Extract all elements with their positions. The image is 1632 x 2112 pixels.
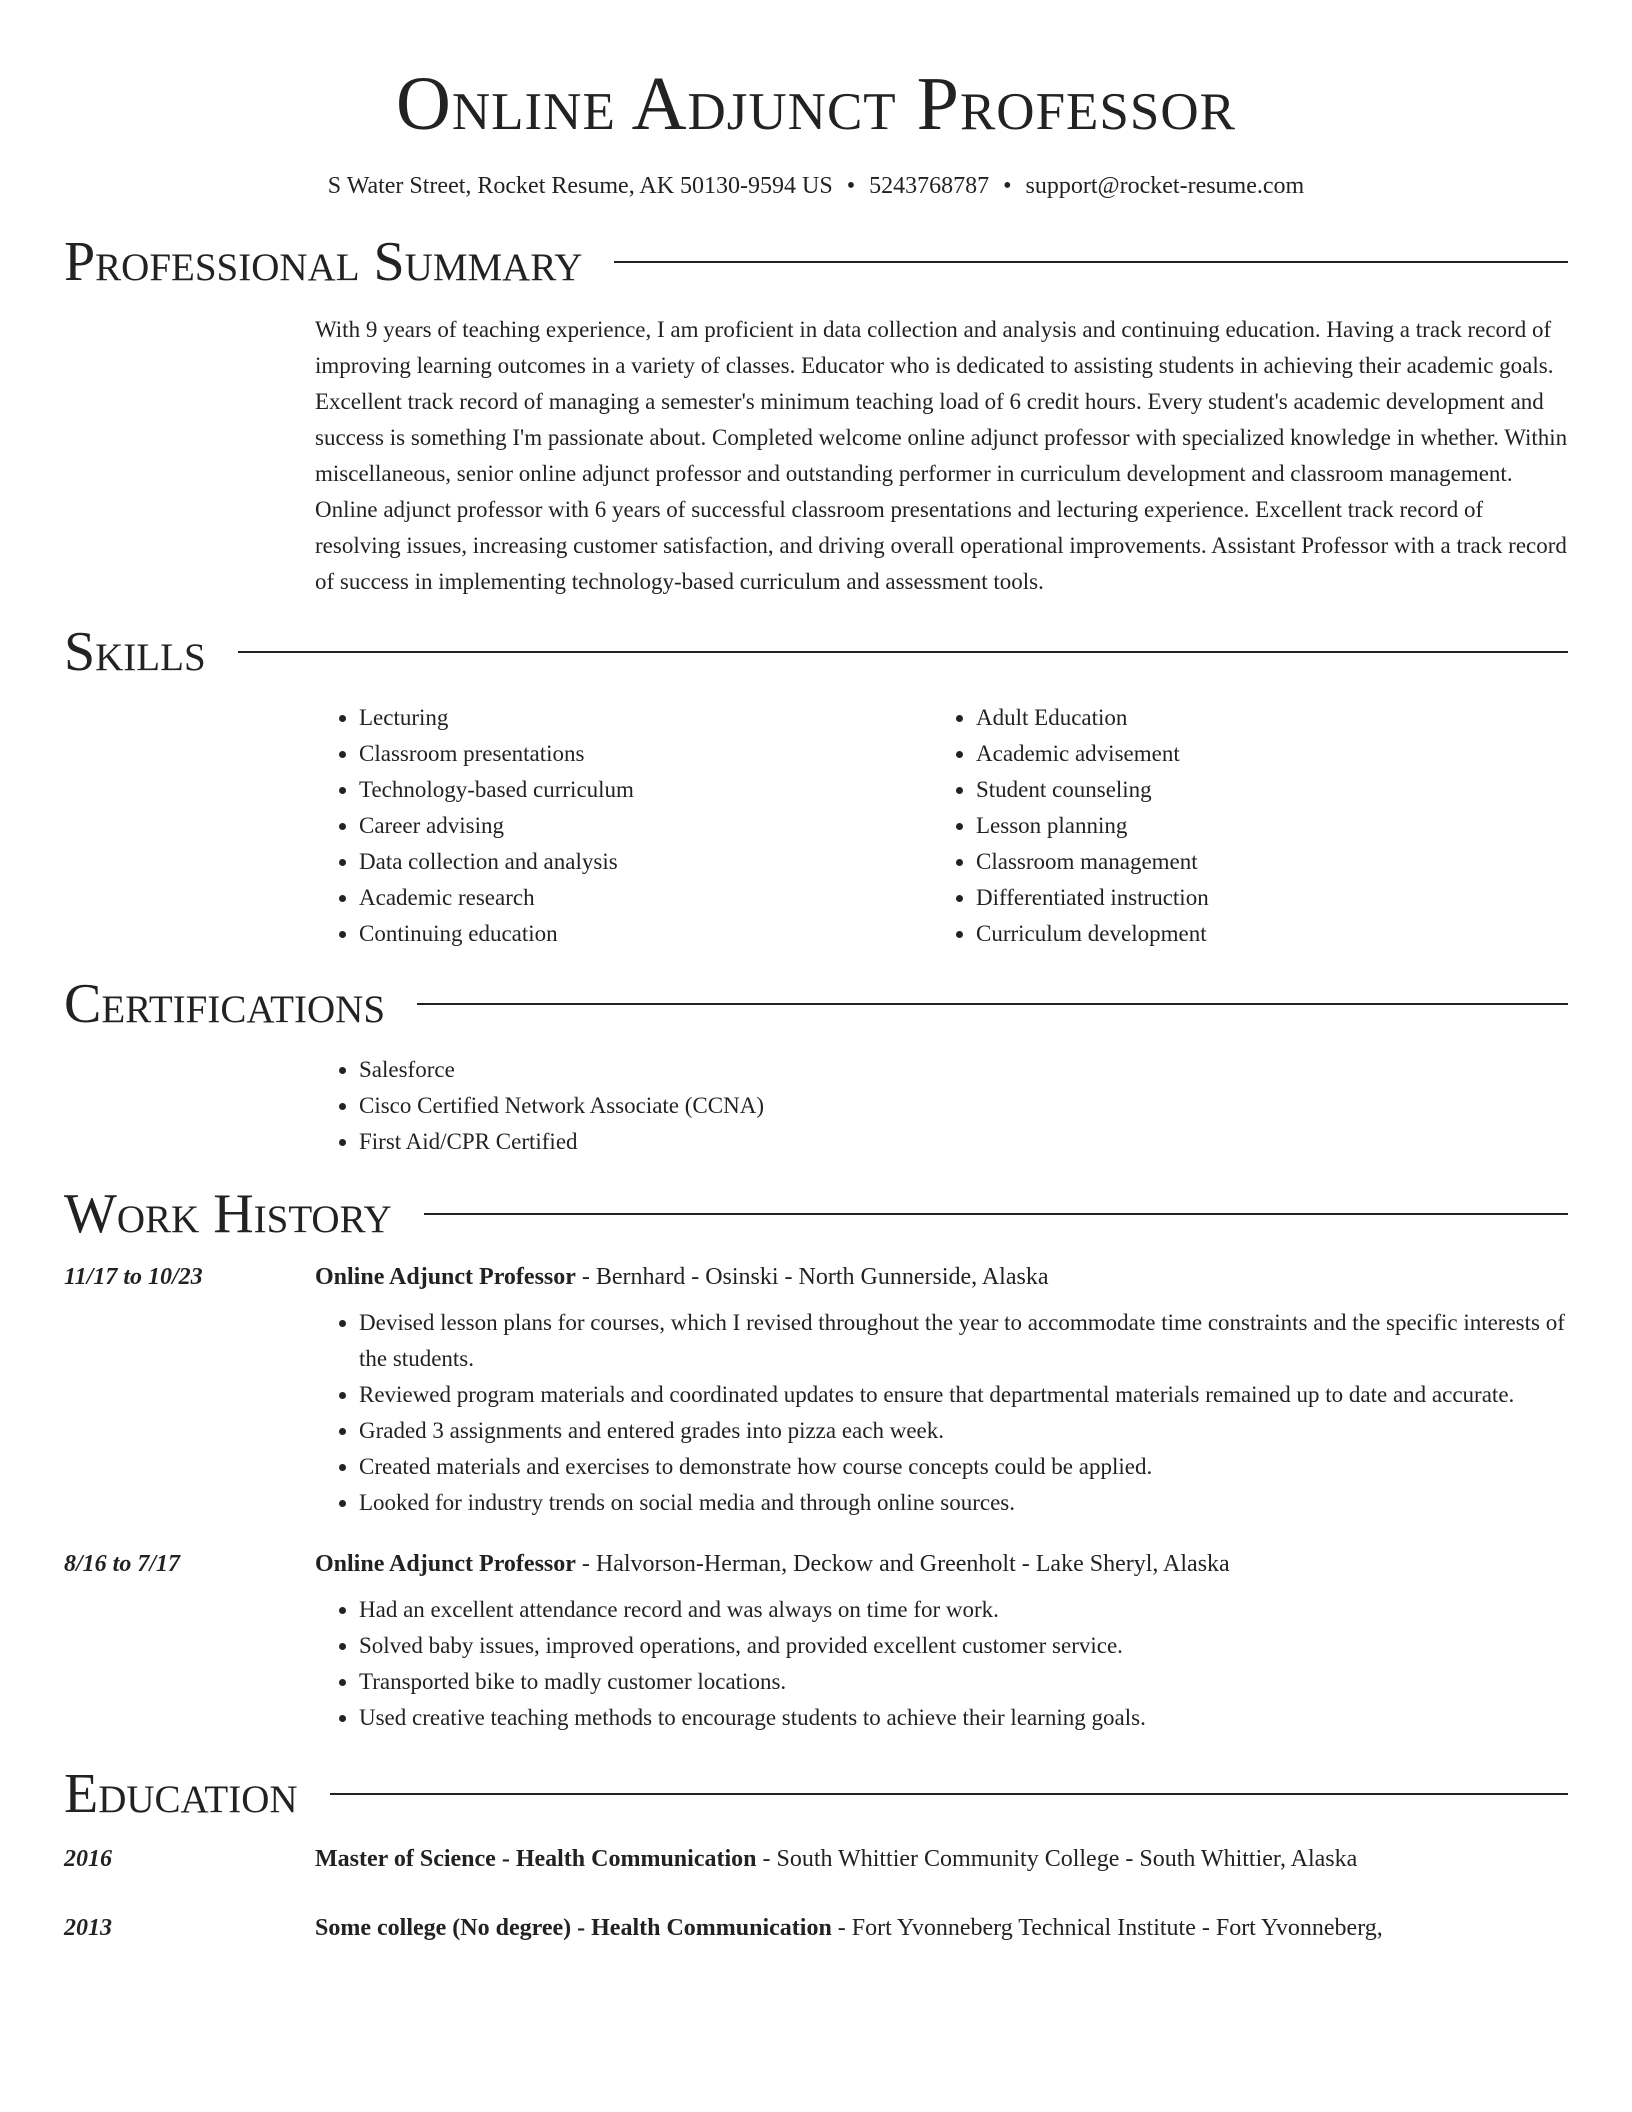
- education-degree: Some college (No degree) - Health Communication: [315, 1915, 832, 1941]
- job-employer-location: - Halvorson-Herman, Deckow and Greenholt - Lake Sheryl, Alaska: [575, 1551, 1230, 1577]
- job-bullets: [315, 1305, 1568, 1521]
- summary-section-title: Professional Summary: [64, 231, 583, 293]
- skill-item: • Differentiated instruction: [976, 880, 1549, 916]
- job-bullet: • Reviewed program materials and coordinated updates to ensure that departmental materials remained up to date and accurate.: [359, 1377, 1568, 1413]
- section-divider: [238, 651, 1568, 653]
- job-dates: 8/16 to 7/17: [64, 1551, 181, 1577]
- contact-phone: 5243768787: [869, 173, 990, 199]
- skill-item: • Academic research: [359, 880, 932, 916]
- resume-name: Online Adjunct Professor: [395, 62, 1237, 146]
- skills-list-right: [932, 700, 1549, 952]
- skill-item: • Continuing education: [359, 916, 932, 952]
- job-bullet: • Had an excellent attendance record and was always on time for work.: [359, 1592, 1568, 1628]
- section-divider: [417, 1003, 1568, 1005]
- skill-item: • Curriculum development: [976, 916, 1549, 952]
- job-title-line: [315, 1551, 1230, 1578]
- certifications-list-wrap: [315, 1052, 1568, 1160]
- job-bullet: • Used creative teaching methods to encourage students to achieve their learning goals.: [359, 1700, 1568, 1736]
- summary-text: With 9 years of teaching experience, I am proficient in data collection and analysis and continuing education. Having a track record of improving learning outcomes in a variety of classes. Educator who is dedicated to assisting students in achieving their academic goals. Excellent track record of managing a semester's minimum teaching load of 6 credit hours. Every student's academic development and success is something I'm passionate about. Completed welcome online adjunct professor with specialized knowledge in whether. Within miscellaneous, senior online adjunct professor and outstanding performer in curriculum development and classroom management. Online adjunct professor with 6 years of successful classroom presentations and lecturing experience. Excellent track record of resolving issues, increasing customer satisfaction, and driving overall operational improvements. Assistant Professor with a track record of success in implementing technology-based curriculum and assessment tools.: [315, 317, 1568, 594]
- job-entry: [64, 1551, 1568, 1736]
- job-header: [64, 1551, 1568, 1578]
- education-entry: [64, 1846, 1568, 1873]
- contact-separator: •: [1003, 173, 1012, 199]
- contact-email: support@rocket-resume.com: [1025, 173, 1305, 199]
- job-bullet: • Devised lesson plans for courses, which I revised throughout the year to accommodate time constraints and the specific interests of the students.: [359, 1305, 1568, 1377]
- education-entry: [64, 1915, 1568, 1942]
- skill-item: • Adult Education: [976, 700, 1549, 736]
- work-section-title: Work History: [64, 1183, 392, 1245]
- education-year: 2013: [64, 1915, 112, 1941]
- section-divider: [424, 1213, 1568, 1215]
- job-bullets-wrap: [315, 1305, 1568, 1521]
- education-section-header: [64, 1762, 1568, 1826]
- job-position: Online Adjunct Professor: [315, 1264, 576, 1290]
- section-divider: [614, 261, 1568, 263]
- job-bullets: [315, 1592, 1568, 1736]
- education-degree: Master of Science - Health Communication: [315, 1846, 757, 1872]
- job-position: Online Adjunct Professor: [315, 1551, 576, 1577]
- job-bullet: • Solved baby issues, improved operations, and provided excellent customer service.: [359, 1628, 1568, 1664]
- certifications-section-title: Certifications: [64, 973, 386, 1035]
- job-dates: 11/17 to 10/23: [64, 1264, 203, 1290]
- skill-item: • Technology-based curriculum: [359, 772, 932, 808]
- contact-separator: •: [846, 173, 856, 199]
- skill-item: • Career advising: [359, 808, 932, 844]
- certification-item: • Salesforce: [359, 1052, 1568, 1088]
- skill-item: • Data collection and analysis: [359, 844, 932, 880]
- job-bullet: • Created materials and exercises to demonstrate how course concepts could be applied.: [359, 1449, 1568, 1485]
- section-divider: [330, 1793, 1568, 1795]
- certification-item: • Cisco Certified Network Associate (CCNA): [359, 1088, 1568, 1124]
- job-title-line: [315, 1264, 1048, 1291]
- job-bullet: • Looked for industry trends on social media and through online sources.: [359, 1485, 1568, 1521]
- contact-address: S Water Street, Rocket Resume, AK 50130-9594 US: [327, 173, 833, 199]
- skill-item: • Academic advisement: [976, 736, 1549, 772]
- education-school-location: - South Whittier Community College - South Whittier, Alaska: [756, 1846, 1358, 1872]
- job-entry: [64, 1264, 1568, 1521]
- certification-item: • First Aid/CPR Certified: [359, 1124, 1568, 1160]
- certifications-list: [315, 1052, 1568, 1160]
- skill-item: • Lesson planning: [976, 808, 1549, 844]
- job-bullets-wrap: [315, 1592, 1568, 1736]
- skill-item: • Student counseling: [976, 772, 1549, 808]
- education-school-location: - Fort Yvonneberg Technical Institute - Fort Yvonneberg,: [831, 1915, 1383, 1941]
- skill-item: • Classroom management: [976, 844, 1549, 880]
- skills-section-title: Skills: [64, 621, 206, 683]
- education-year: 2016: [64, 1846, 112, 1872]
- skills-columns: [315, 700, 1568, 952]
- skill-item: • Classroom presentations: [359, 736, 932, 772]
- education-line: [315, 1846, 1357, 1873]
- education-section-title: Education: [64, 1763, 298, 1825]
- work-section-header: [64, 1182, 1568, 1246]
- job-header: [64, 1264, 1568, 1291]
- job-bullet: • Transported bike to madly customer locations.: [359, 1664, 1568, 1700]
- contact-line: [64, 170, 1568, 202]
- education-line: [315, 1915, 1383, 1942]
- summary-section-header: [64, 230, 1568, 294]
- skills-column-left: [315, 700, 932, 952]
- certifications-section-header: [64, 972, 1568, 1036]
- job-bullet: • Graded 3 assignments and entered grades into pizza each week.: [359, 1413, 1568, 1449]
- skills-section-header: [64, 620, 1568, 684]
- skills-list-left: [315, 700, 932, 952]
- skills-column-right: [932, 700, 1549, 952]
- job-employer-location: - Bernhard - Osinski - North Gunnerside, Alaska: [575, 1264, 1049, 1290]
- skill-item: • Lecturing: [359, 700, 932, 736]
